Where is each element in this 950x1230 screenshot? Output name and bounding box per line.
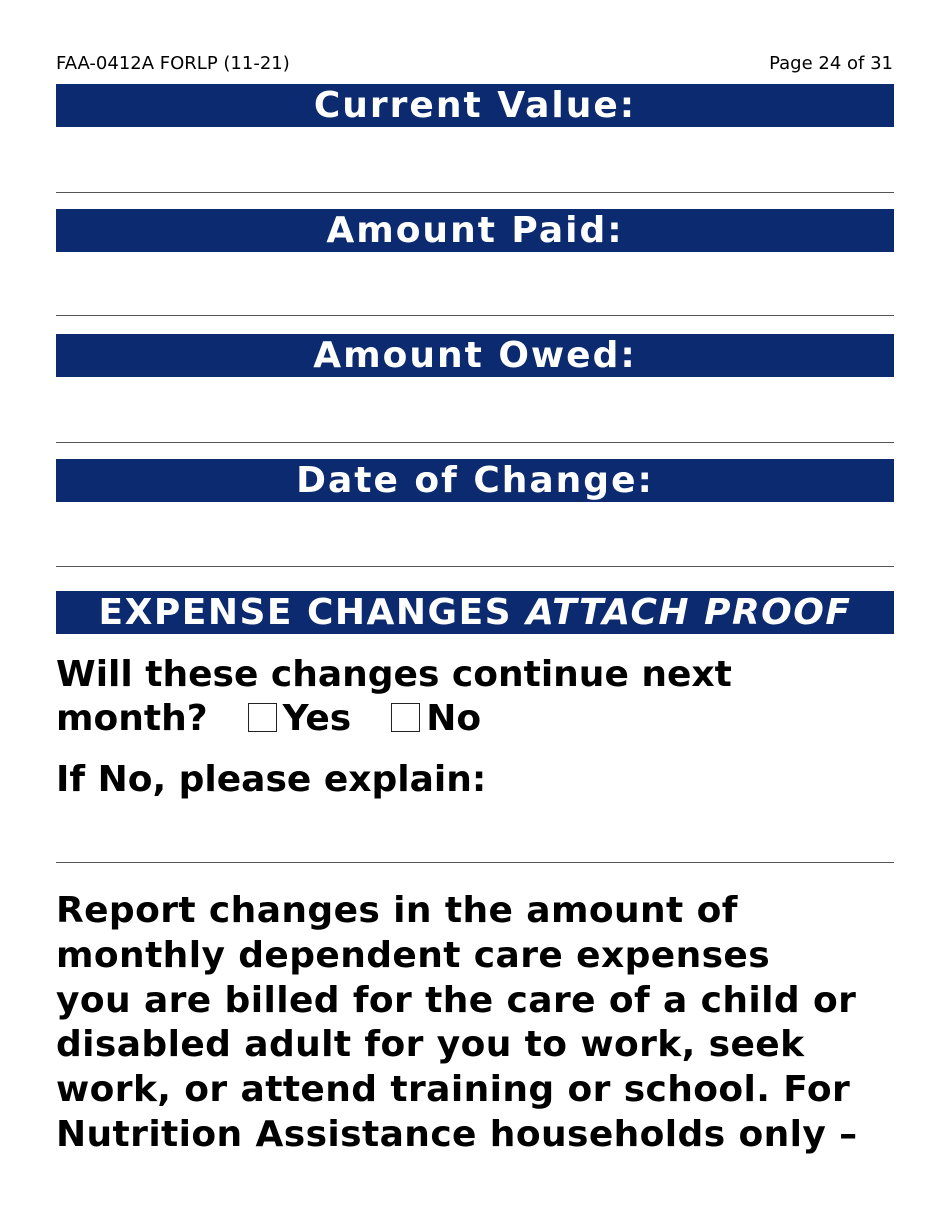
amount-owed-input-line[interactable] [56, 442, 894, 443]
date-of-change-input-line[interactable] [56, 566, 894, 567]
no-checkbox[interactable] [391, 703, 420, 732]
explain-label: If No, please explain: [56, 759, 487, 800]
yes-checkbox[interactable] [248, 703, 277, 732]
date-of-change-heading: Date of Change: [56, 459, 894, 502]
paragraph-line: you are billed for the care of a child or [56, 979, 857, 1021]
paragraph-line: disabled adult for you to work, seek [56, 1024, 805, 1066]
amount-paid-input-line[interactable] [56, 315, 894, 316]
page-number: Page 24 of 31 [769, 53, 893, 74]
continue-question-line1: Will these changes continue next [56, 654, 732, 695]
paragraph-line: Report changes in the amount of [56, 890, 738, 931]
paragraph-line: monthly dependent care expenses [56, 934, 771, 976]
no-label: No [426, 698, 482, 739]
explain-input-line[interactable] [56, 862, 894, 863]
instructions-paragraph [56, 889, 896, 1158]
current-value-input-line[interactable] [56, 192, 894, 193]
paragraph-line: work, or attend training or school. For [56, 1069, 851, 1111]
current-value-heading: Current Value: [56, 84, 894, 127]
attach-proof-emphasis: ATTACH PROOF [526, 592, 852, 633]
expense-changes-title: EXPENSE CHANGES [98, 592, 513, 633]
continue-question-line2 [56, 697, 481, 741]
paragraph-line: Nutrition Assistance households only – [56, 1113, 858, 1155]
yes-label: Yes [282, 698, 352, 739]
amount-paid-heading: Amount Paid: [56, 209, 894, 252]
amount-owed-heading: Amount Owed: [56, 334, 894, 377]
expense-changes-heading [56, 591, 894, 634]
continue-question-month: month? [56, 698, 208, 739]
form-id: FAA-0412A FORLP (11-21) [56, 53, 290, 74]
